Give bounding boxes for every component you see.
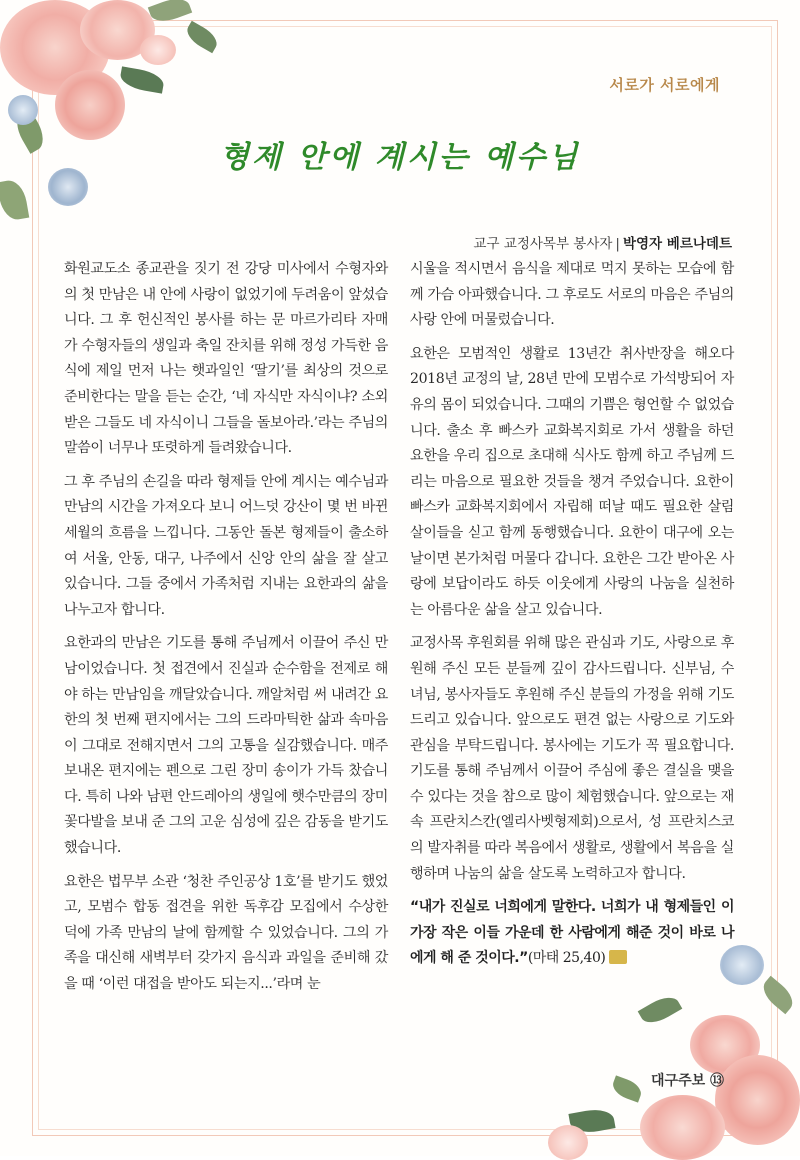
quote-text: “내가 진실로 너희에게 말한다. 너희가 내 형제들인 이 가장 작은 이들 가운데 한 사람에게 해준 것이 바로 나에게 해 준 것이다.”	[410, 899, 734, 967]
paragraph: 요한은 법무부 소관 ‘청찬 주인공상 1호’를 받기도 했었고, 모범수 합동 접견을 위한 독후감 모집에서 수상한 덕에 가족 만남의 날에 함께할 수 있었습니다. 그의 가족을 대신해 새벽부터 갖가지 음식과 과일을 준비해 갔을 때 ‘이런 대접을 받아도 되는지...’라며 눈	[64, 873, 388, 993]
paragraph: 요한과의 만남은 기도를 통해 주님께서 이끌어 주신 만남이었습니다. 첫 접견에서 진실과 순수함을 전제로 해야 하는 만남임을 깨달았습니다. 깨알처럼 써 내려간 요한의 첫 번째 편지에서는 그의 드라마틱한 삶과 속마음이 그대로 전해지면서 그의 고통을 실감했습니다. 매주 보내온 편지에는 펜으로 그린 장미 송이가 가득 찼습니다. 특히 나와 남편 안드레아의 생일에 햇수만큼의 장미 꽃다발을 보내 준 그의 고운 심성에 깊은 감동을 받기도 했습니다.	[64, 635, 388, 857]
paragraph: 요한은 모범적인 생활로 13년간 취사반장을 해오다 2018년 교정의 날, 28년 만에 모범수로 가석방되어 자유의 몸이 되었습니다. 그때의 기쁨은 형언할 수 없었습니다. 출소 후 빠스카 교화복지회로 가서 생활을 하던 요한을 우리 집으로 초대해 식사도 함께 하고 주님께 드리는 마음으로 필요한 것들을 챙겨 주었습니다. 요한이 빠스카 교화복지회에서 자립해 떠날 때도 필요한 살림살이들을 싣고 함께 동행했습니다. 요한이 대구에 오는 날이면 본가처럼 머물다 갑니다. 요한은 그간 받아온 사랑에 보답이라도 하듯 이웃에게 사랑의 나눔을 실천하는 아름다운 삶을 살고 있습니다.	[410, 345, 734, 618]
byline-separator: |	[615, 236, 620, 252]
byline	[473, 232, 732, 252]
page-footer: 대구주보 ⑬	[651, 1073, 724, 1089]
quote-citation: (마태 25,40)	[527, 950, 606, 967]
byline-author-name: 박영자 베르나데트	[622, 236, 732, 252]
paragraph: 그 후 주님의 손길을 따라 형제들 안에 계시는 예수님과 만남의 시간을 가져오다 보니 어느덧 강산이 몇 번 바뀐 세월의 흐름을 느낍니다. 그동안 돌본 형제들이 출소하여 서울, 안동, 대구, 나주에서 신앙 안의 삶을 잘 살고 있습니다. 그들 중에서 가족처럼 지내는 요한과의 삶을 나누고자 합니다.	[64, 473, 388, 618]
page-title: 형제 안에 계시는 예수님	[219, 140, 581, 175]
paragraph: 시울을 적시면서 음식을 제대로 먹지 못하는 모습에 함께 가슴 아파했습니다. 그 후로도 서로의 마음은 주님의 사랑 안에 머물렀습니다.	[410, 261, 734, 329]
right-column	[410, 257, 734, 980]
byline-department: 교구 교정사목부 봉사자	[473, 236, 613, 252]
section-label: 서로가 서로에게	[609, 76, 720, 94]
scripture-quote	[410, 895, 734, 972]
paragraph: 화원교도소 종교관을 짓기 전 강당 미사에서 수형자와의 첫 만남은 내 안에 사랑이 없었기에 두려움이 앞섰습니다. 그 후 헌신적인 봉사를 하는 문 마르가리타 자매가 수형자들의 생일과 축일 잔치를 위해 정성 가득한 음식에 제일 먼저 나는 햇과일인 ‘딸기’를 최상의 것으로 준비한다는 말을 듣는 순간, ‘네 자식만 자식이냐? 소외받은 그들도 네 자식이니 그들을 돌보아라.’라는 주님의 말씀이 너무나 또렷하게 들려왔습니다.	[64, 261, 388, 457]
paragraph: 교정사목 후원회를 위해 많은 관심과 기도, 사랑으로 후원해 주신 모든 분들께 깊이 감사드립니다. 신부님, 수녀님, 봉사자들도 후원해 주신 분들의 가정을 위해 기도드리고 있습니다. 앞으로도 편견 없는 사랑으로 기도와 관심을 부탁드립니다. 봉사에는 기도가 꼭 필요합니다. 기도를 통해 주님께서 이끌어 주심에 좋은 결실을 맺을 수 있다는 것을 참으로 많이 체험했습니다. 앞으로는 재속 프란치스칸(엘리사벳형제회)으로서, 성 프란치스코의 발자취를 따라 복음에서 생활로, 생활에서 복음을 실행하며 나눔의 삶을 살도록 노력하고자 합니다.	[410, 635, 734, 882]
end-mark-icon	[609, 950, 627, 964]
left-column	[64, 257, 388, 1006]
